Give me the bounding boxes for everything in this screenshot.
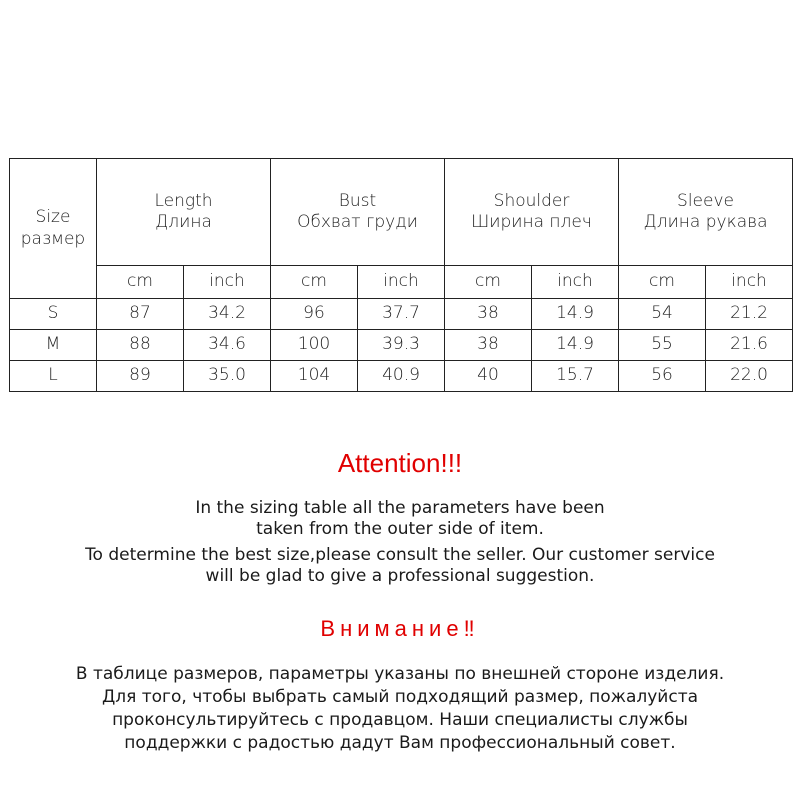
value-cell: 39.3 — [358, 330, 445, 361]
shoulder-header — [445, 159, 619, 266]
value-cell: 22.0 — [706, 361, 793, 392]
value-cell: 100 — [271, 330, 358, 361]
sleeve-header-en: Sleeve — [677, 190, 734, 211]
units-row — [10, 266, 793, 299]
ru-note-line: поддержки с радостью дадут Вам профессиональный совет. — [124, 733, 676, 753]
size-header-cell — [10, 159, 97, 299]
value-cell: 96 — [271, 299, 358, 330]
unit-cm: cm — [97, 266, 184, 299]
value-cell: 89 — [97, 361, 184, 392]
value-cell: 21.2 — [706, 299, 793, 330]
russian-note — [0, 663, 800, 755]
bust-header — [271, 159, 445, 266]
shoulder-header-en: Shoulder — [493, 190, 570, 211]
value-cell: 37.7 — [358, 299, 445, 330]
unit-inch: inch — [532, 266, 619, 299]
ru-note-line: проконсультируйтесь с продавцом. Наши специалисты службы — [112, 710, 688, 730]
value-cell: 34.2 — [184, 299, 271, 330]
unit-inch: inch — [358, 266, 445, 299]
value-cell: 14.9 — [532, 299, 619, 330]
value-cell: 40.9 — [358, 361, 445, 392]
value-cell: 38 — [445, 299, 532, 330]
unit-cm: cm — [271, 266, 358, 299]
unit-inch: inch — [184, 266, 271, 299]
size-header-en: Size — [35, 207, 71, 228]
value-cell: 40 — [445, 361, 532, 392]
attention-note-2 — [0, 545, 800, 587]
value-cell: 34.6 — [184, 330, 271, 361]
size-cell: S — [10, 299, 97, 330]
length-header — [97, 159, 271, 266]
note-line: To determine the best size,please consult the seller. Our customer service — [85, 545, 715, 565]
table-row — [10, 299, 793, 330]
unit-inch: inch — [706, 266, 793, 299]
value-cell: 38 — [445, 330, 532, 361]
bust-header-ru: Обхват груди — [297, 212, 418, 232]
size-table-wrapper — [9, 158, 791, 392]
sleeve-header — [619, 159, 793, 266]
table-row — [10, 361, 793, 392]
note-line: In the sizing table all the parameters have been — [195, 498, 605, 518]
ru-note-line: Для того, чтобы выбрать самый подходящий размер, пожалуйста — [101, 687, 699, 707]
ru-note-line: В таблице размеров, параметры указаны по внешней стороне изделия. — [75, 664, 725, 684]
bust-header-en: Bust — [338, 190, 377, 211]
value-cell: 87 — [97, 299, 184, 330]
value-cell: 88 — [97, 330, 184, 361]
size-cell: M — [10, 330, 97, 361]
unit-cm: cm — [619, 266, 706, 299]
value-cell: 14.9 — [532, 330, 619, 361]
unit-cm: cm — [445, 266, 532, 299]
size-header-ru: размер — [20, 228, 86, 249]
note-line: will be glad to give a professional suggestion. — [205, 566, 595, 586]
sleeve-header-ru: Длина рукава — [643, 212, 768, 232]
attention-note-1 — [0, 498, 800, 540]
value-cell: 21.6 — [706, 330, 793, 361]
value-cell: 55 — [619, 330, 706, 361]
shoulder-header-ru: Ширина плеч — [471, 212, 592, 232]
value-cell: 35.0 — [184, 361, 271, 392]
note-line: taken from the outer side of item. — [256, 519, 544, 539]
size-cell: L — [10, 361, 97, 392]
length-header-ru: Длина — [155, 212, 212, 232]
value-cell: 56 — [619, 361, 706, 392]
attention-title: Attention!!! — [337, 448, 463, 478]
size-table — [9, 158, 793, 392]
vnimanie-title: Внимание‼ — [320, 616, 480, 641]
table-row — [10, 330, 793, 361]
value-cell: 104 — [271, 361, 358, 392]
value-cell: 54 — [619, 299, 706, 330]
length-header-en: Length — [154, 190, 213, 211]
table-header-row — [10, 159, 793, 266]
value-cell: 15.7 — [532, 361, 619, 392]
